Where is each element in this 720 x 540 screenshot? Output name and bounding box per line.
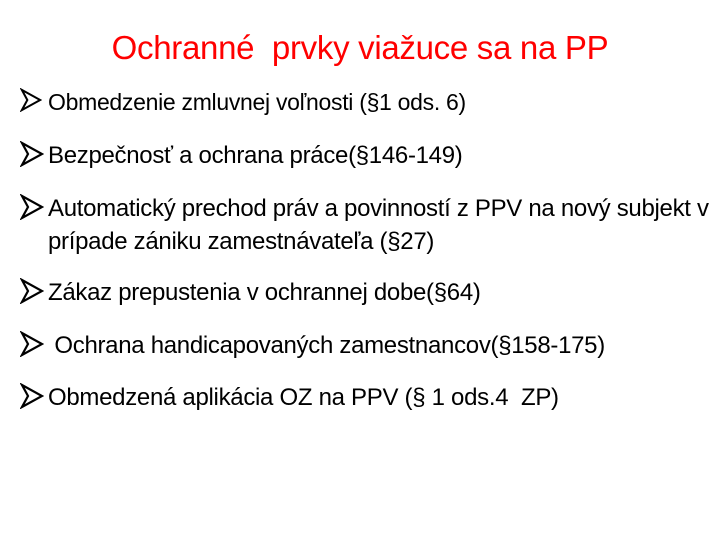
bullet-text: Obmedzenie zmluvnej voľnosti (§1 ods. 6) xyxy=(48,89,466,115)
arrow-bullet-icon xyxy=(20,383,44,409)
list-item xyxy=(20,276,710,309)
arrow-bullet-icon xyxy=(20,141,44,167)
bullet-text: Automatický prechod práv a povinností z PPV na nový subjekt v prípade zániku zamestnávateľa (§27) xyxy=(48,195,716,255)
arrow-bullet-icon xyxy=(20,88,42,112)
list-item xyxy=(20,86,710,119)
slide-title: Ochranné prvky viažuce sa na PP xyxy=(111,29,609,66)
bullet-text: Obmedzená aplikácia OZ na PPV (§ 1 ods.4 ZP) xyxy=(48,384,559,411)
list-item xyxy=(20,139,710,172)
bullet-text: Bezpečnosť a ochrana práce(§146-149) xyxy=(48,142,463,169)
list-item xyxy=(20,192,716,258)
list-item xyxy=(20,381,710,414)
arrow-bullet-icon xyxy=(20,194,44,220)
bullet-list xyxy=(20,86,716,414)
bullet-text: Ochrana handicapovaných zamestnancov(§158-175) xyxy=(48,332,605,359)
bullet-text: Zákaz prepustenia v ochrannej dobe(§64) xyxy=(48,279,481,306)
list-item xyxy=(20,329,710,362)
arrow-bullet-icon xyxy=(20,278,44,304)
arrow-bullet-icon xyxy=(20,331,44,357)
